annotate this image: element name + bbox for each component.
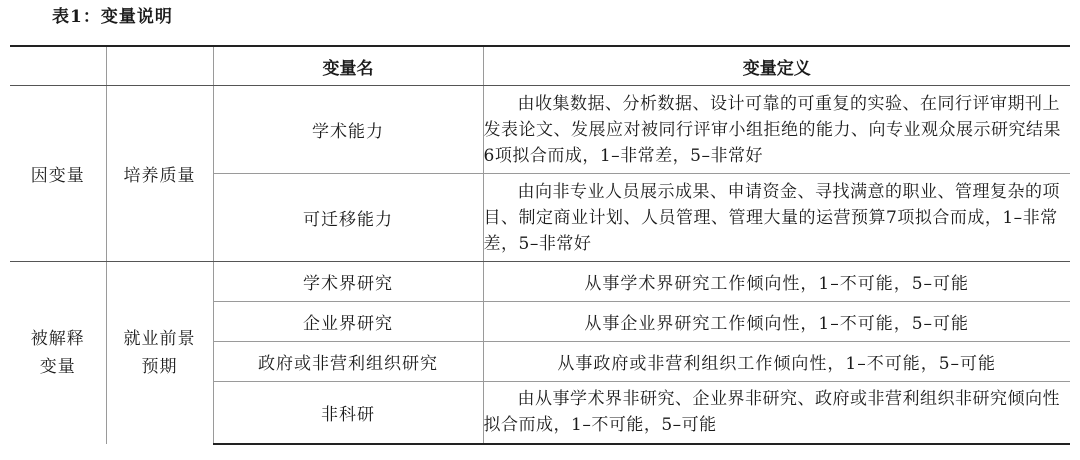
header-variable-name: 变量名	[213, 46, 483, 86]
employment-prospect-label	[106, 262, 213, 444]
variable-name-cell: 企业界研究	[213, 302, 483, 342]
table-row	[10, 86, 1070, 174]
header-subcategory	[106, 46, 213, 86]
variable-definition-cell: 从事政府或非营利组织工作倾向性，1–不可能，5–可能	[483, 342, 1070, 382]
header-category	[10, 46, 106, 86]
dependent-variable-label: 因变量	[10, 86, 106, 262]
table-row	[10, 262, 1070, 302]
training-quality-label: 培养质量	[106, 86, 213, 262]
table-caption: 表1：变量说明	[52, 7, 173, 27]
variable-definition-cell: 由从事学术界非研究、企业界非研究、政府或非营利组织非研究倾向性拟合而成，1–不可能，5–可能	[483, 382, 1070, 444]
variable-table	[10, 45, 1070, 445]
variable-name-cell: 政府或非营利组织研究	[213, 342, 483, 382]
variable-name-cell: 学术界研究	[213, 262, 483, 302]
explained-variable-label-line2: 变量	[39, 356, 76, 377]
variable-definition-cell: 从事学术界研究工作倾向性，1–不可能，5–可能	[483, 262, 1070, 302]
variable-name-cell: 可迁移能力	[213, 174, 483, 262]
table-header-row	[10, 46, 1070, 86]
variable-name-cell: 非科研	[213, 382, 483, 444]
header-variable-definition: 变量定义	[483, 46, 1070, 86]
variable-definition-cell: 由向非专业人员展示成果、申请资金、寻找满意的职业、管理复杂的项目、制定商业计划、人员管理、管理大量的运营预算7项拟合而成，1–非常差，5–非常好	[483, 174, 1070, 262]
employment-prospect-label-line2: 预期	[141, 356, 178, 377]
employment-prospect-label-line1: 就业前景	[123, 328, 196, 349]
explained-variable-label-line1: 被解释	[30, 328, 85, 349]
variable-name-cell: 学术能力	[213, 86, 483, 174]
variable-definition-cell: 从事企业界研究工作倾向性，1–不可能，5–可能	[483, 302, 1070, 342]
variable-definition-cell: 由收集数据、分析数据、设计可靠的可重复的实验、在同行评审期刊上发表论文、发展应对被同行评审小组拒绝的能力、向专业观众展示研究结果6项拟合而成，1–非常差，5–非常好	[483, 86, 1070, 174]
explained-variable-label	[10, 262, 106, 444]
